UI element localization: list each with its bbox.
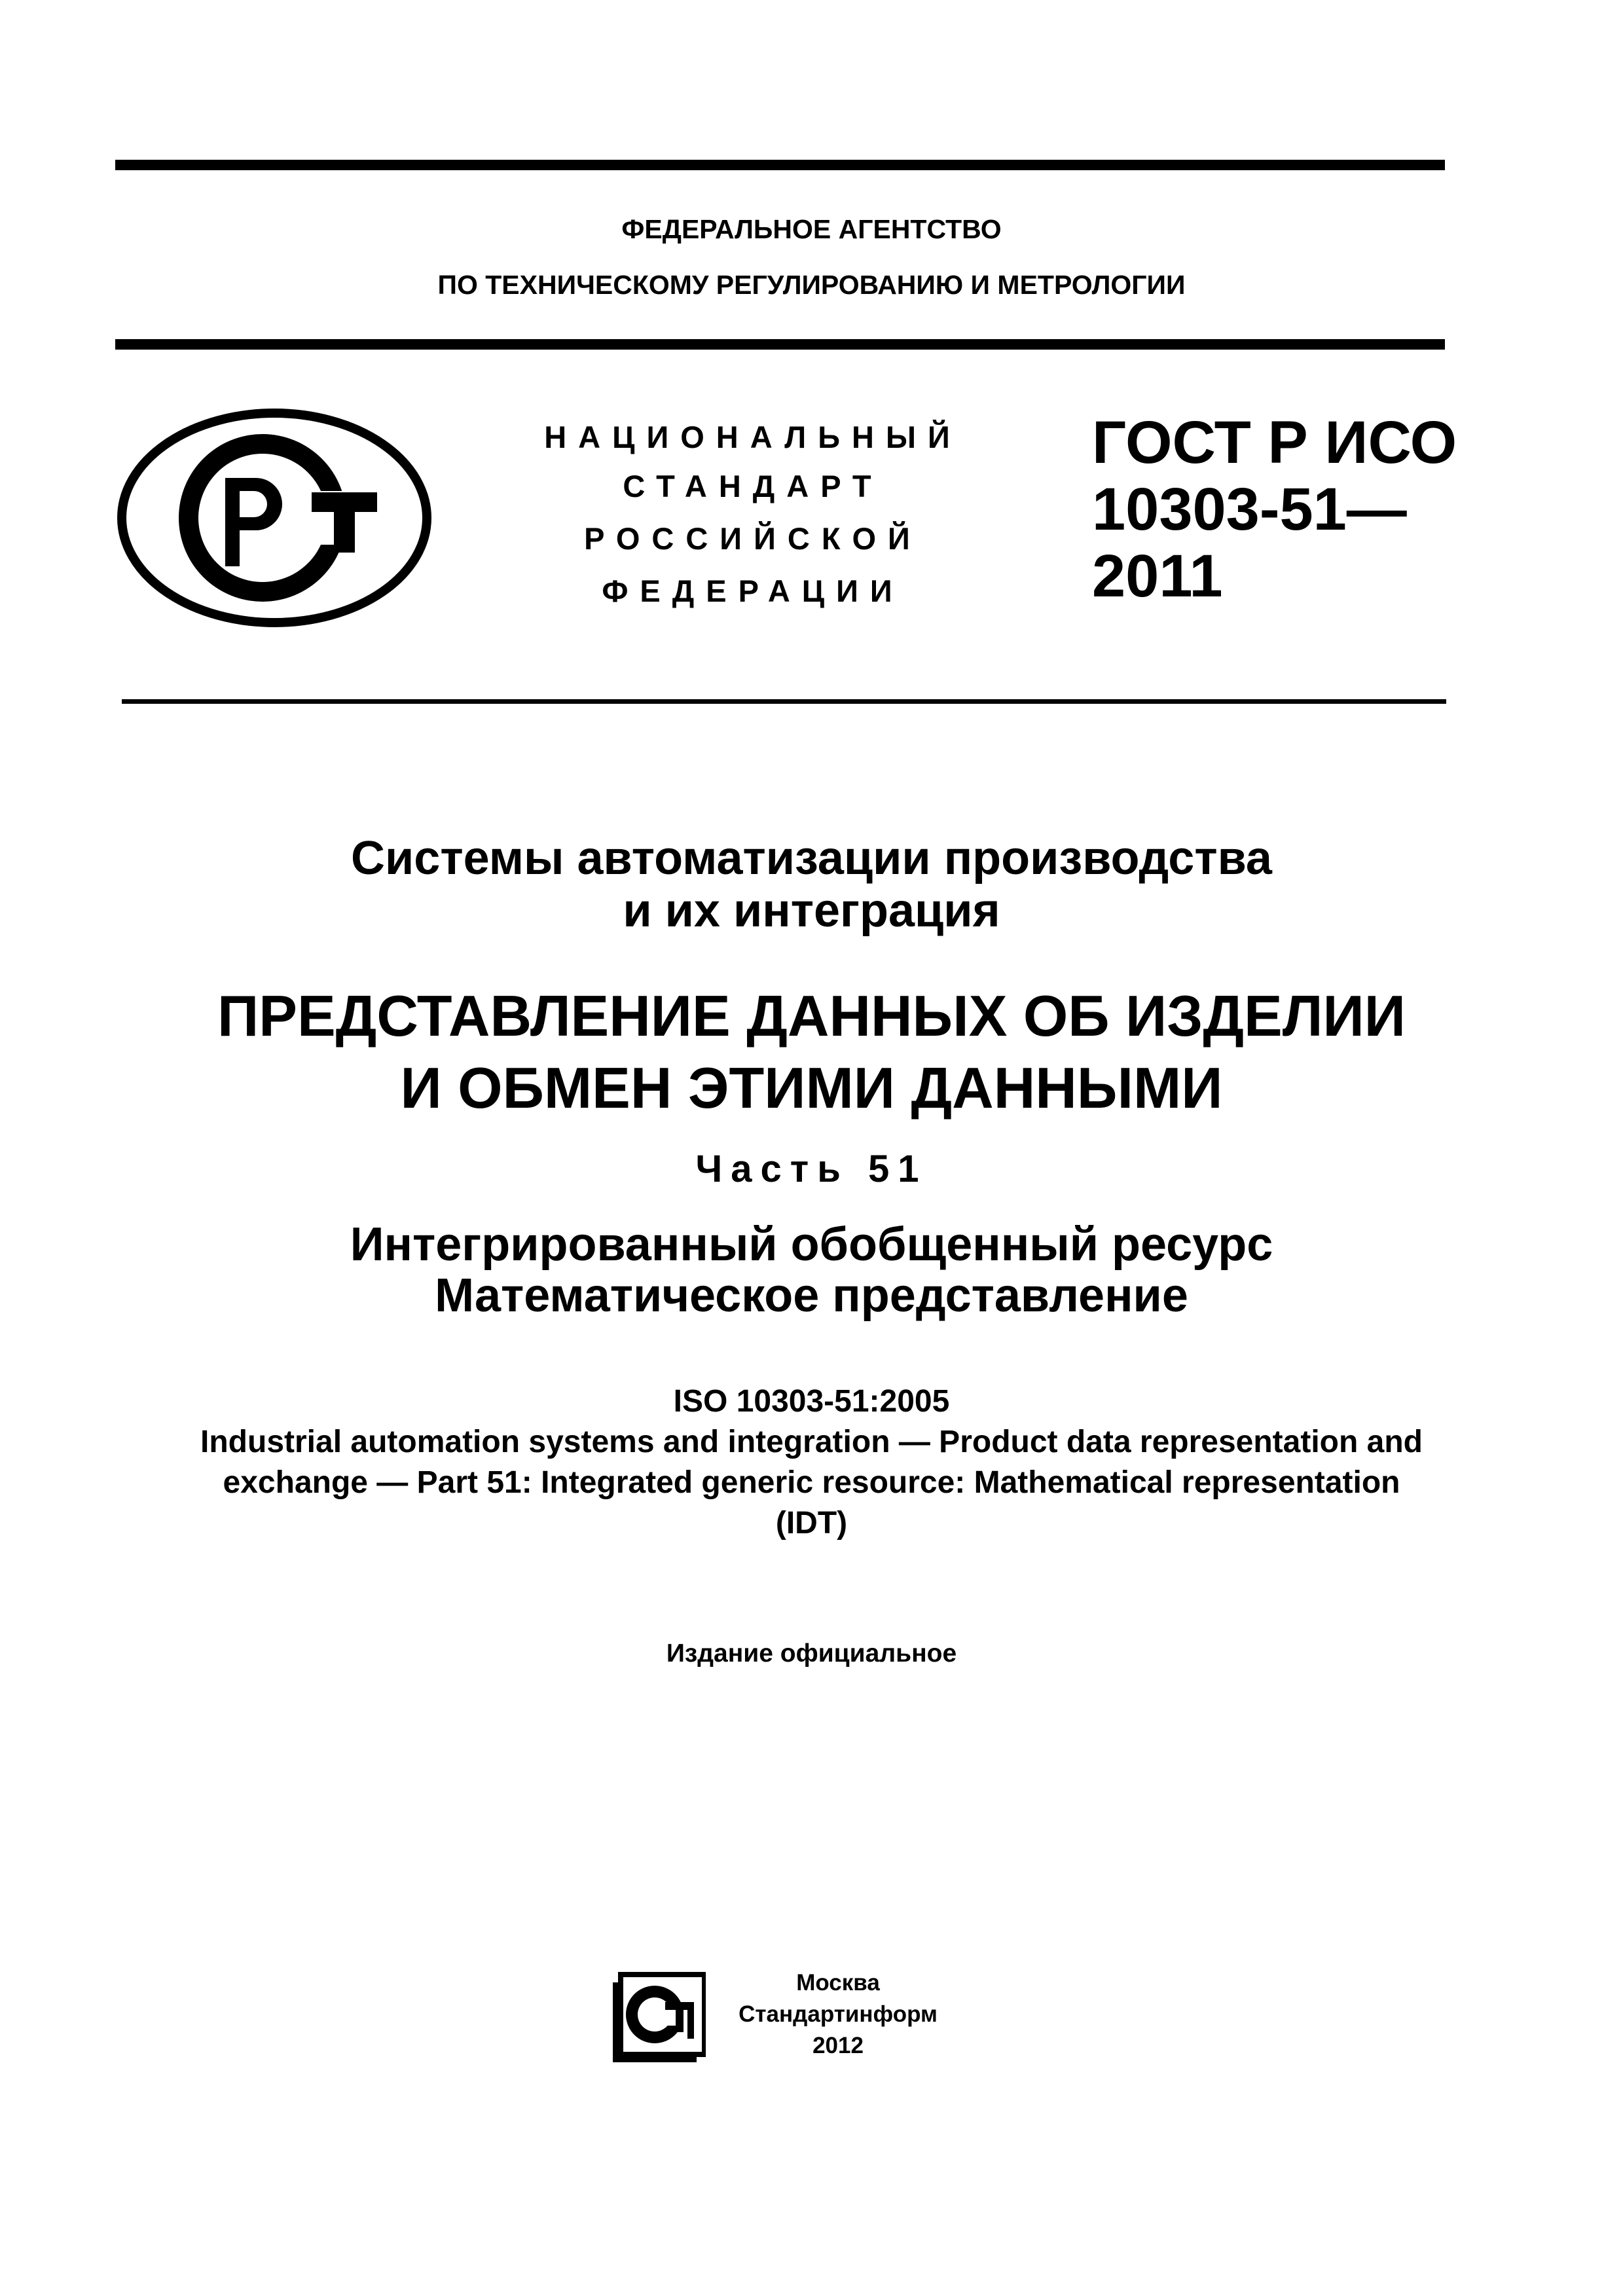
title-sub-line-2: и их интеграция xyxy=(623,884,1000,937)
national-standard-line-1: НАЦИОНАЛЬНЫЙ xyxy=(544,420,962,454)
edition-note: Издание официальное xyxy=(666,1639,957,1667)
top-rule xyxy=(115,160,1445,170)
publisher-name: Стандартинформ xyxy=(739,2001,938,2027)
iso-title-line-3: (IDT) xyxy=(775,1506,848,1540)
designation-line-3: 2011 xyxy=(1092,543,1223,610)
iso-title-line-1: Industrial automation systems and integration — Product data representation and xyxy=(200,1425,1423,1459)
title-main-line-1: ПРЕДСТАВЛЕНИЕ ДАННЫХ ОБ ИЗДЕЛИИ xyxy=(217,983,1406,1048)
agency-line-2: ПО ТЕХНИЧЕСКОМУ РЕГУЛИРОВАНИЮ И МЕТРОЛОГИИ xyxy=(437,270,1186,300)
part-number: Часть 51 xyxy=(695,1148,928,1190)
national-standard-line-4: ФЕДЕРАЦИИ xyxy=(602,574,904,608)
standard-designation xyxy=(1092,409,1457,610)
designation-line-1: ГОСТ Р ИСО xyxy=(1092,409,1457,476)
title-sub-line-1: Системы автоматизации производства xyxy=(351,832,1272,884)
national-standard-line-2: СТАНДАРТ xyxy=(623,469,883,503)
publisher-city: Москва xyxy=(796,1970,880,1995)
agency-line-1: ФЕДЕРАЛЬНОЕ АГЕНТСТВО xyxy=(621,214,1002,244)
title-main-line-2: И ОБМЕН ЭТИМИ ДАННЫМИ xyxy=(400,1055,1223,1120)
publisher-year: 2012 xyxy=(812,2033,864,2058)
resource-title-line-2: Математическое представление xyxy=(435,1269,1188,1322)
iso-number: ISO 10303-51:2005 xyxy=(673,1384,950,1419)
national-standard-line-3: РОССИЙСКОЙ xyxy=(584,521,922,556)
publisher-block xyxy=(710,1967,966,2062)
iso-title-line-2: exchange — Part 51: Integrated generic resource: Mathematical representation xyxy=(223,1465,1400,1500)
header-bottom-rule xyxy=(122,699,1446,704)
designation-line-2: 10303-51— xyxy=(1092,476,1407,543)
rst-certification-mark-icon xyxy=(115,406,433,630)
resource-title-line-1: Интегрированный обобщенный ресурс xyxy=(350,1218,1273,1271)
agency-bottom-rule xyxy=(115,339,1445,350)
standartinform-logo-icon xyxy=(608,1971,706,2064)
